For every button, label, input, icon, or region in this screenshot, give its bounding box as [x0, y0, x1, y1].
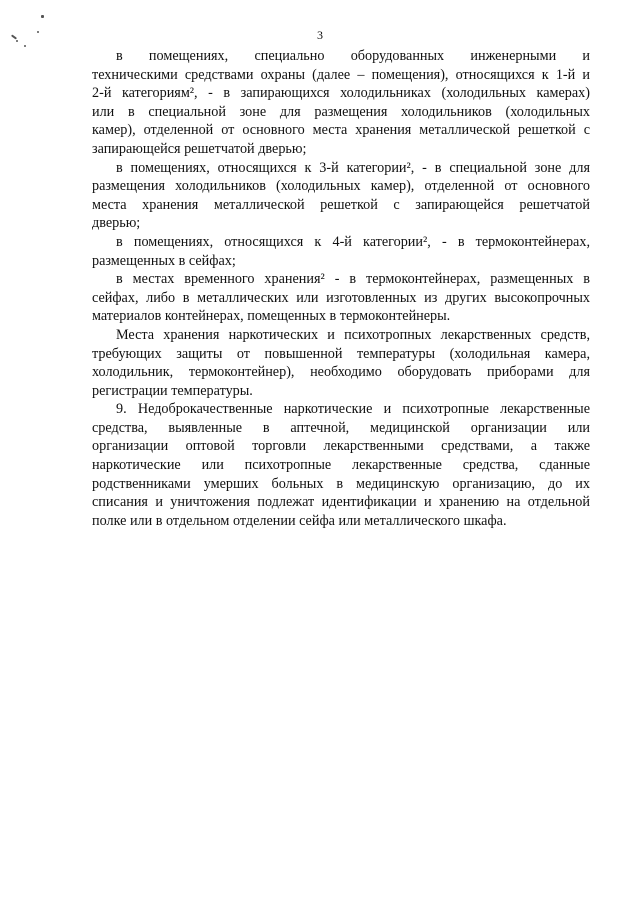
page-number: 3 [317, 28, 323, 42]
text-line: или в специальной зоне для размещения холодильников (холодильных [92, 103, 590, 120]
scan-speck [24, 45, 26, 47]
text-line: требующих защиты от повышенной температуры (холодильная камера, [92, 345, 590, 362]
text-line: холодильник, термоконтейнер), необходимо оборудовать приборами для [92, 364, 590, 381]
text-line: списания и уничтожения подлежат идентификации и хранению на отдельной [92, 494, 590, 511]
text-line: организации оптовой торговли лекарственными средствами, а также [92, 438, 590, 455]
paragraph [92, 270, 590, 326]
paragraph [92, 326, 590, 400]
text-line: техническими средствами охраны (далее – помещения), относящихся к 1-й и [92, 66, 590, 83]
paragraph [92, 233, 590, 270]
text-line: 9. Недоброкачественные наркотические и психотропные лекарственные [116, 401, 590, 418]
text-line: в местах временного хранения² - в термоконтейнерах, размещенных в [116, 271, 590, 288]
text-line: размещения холодильников (холодильных камер), отделенной от основного [92, 178, 590, 195]
text-line: запирающейся решетчатой дверью; [92, 140, 307, 157]
text-line: средства, выявленные в аптечной, медицинской организации или [92, 419, 590, 436]
text-line: в помещениях, специально оборудованных инженерными и [116, 48, 590, 64]
paragraph [92, 400, 590, 530]
text-line: 2-й категориям², - в запирающихся холодильниках (холодильных камерах) [92, 85, 590, 102]
text-line: камер), отделенной от основного места хранения металлической решеткой с [92, 122, 590, 139]
text-line: регистрации температуры. [92, 382, 253, 399]
text-line: места хранения металлической решеткой с запирающейся решетчатой [92, 196, 590, 213]
text-line: дверью; [92, 215, 141, 232]
text-line: сейфах, либо в металлических или изготовленных из других высокопрочных [92, 289, 590, 306]
text-line: материалов контейнерах, помещенных в термоконтейнеры. [92, 308, 451, 325]
scan-speck [41, 15, 44, 18]
text-line: наркотические или психотропные лекарственные средства, сданные [92, 457, 590, 474]
text-line: в помещениях, относящихся к 3-й категории², - в специальной зоне для [116, 159, 590, 176]
text-line: родственниками умерших больных в медицинскую организацию, до их [92, 475, 590, 492]
paragraph [92, 159, 590, 233]
paragraph [92, 47, 590, 159]
text-line: полке или в отдельном отделении сейфа или металлического шкафа. [92, 512, 507, 529]
document-body [92, 47, 590, 530]
text-line: Места хранения наркотических и психотропных лекарственных средств, [116, 326, 590, 343]
text-line: в помещениях, относящихся к 4-й категории², - в термоконтейнерах, [116, 233, 590, 250]
text-line: размещенных в сейфах; [92, 252, 236, 269]
